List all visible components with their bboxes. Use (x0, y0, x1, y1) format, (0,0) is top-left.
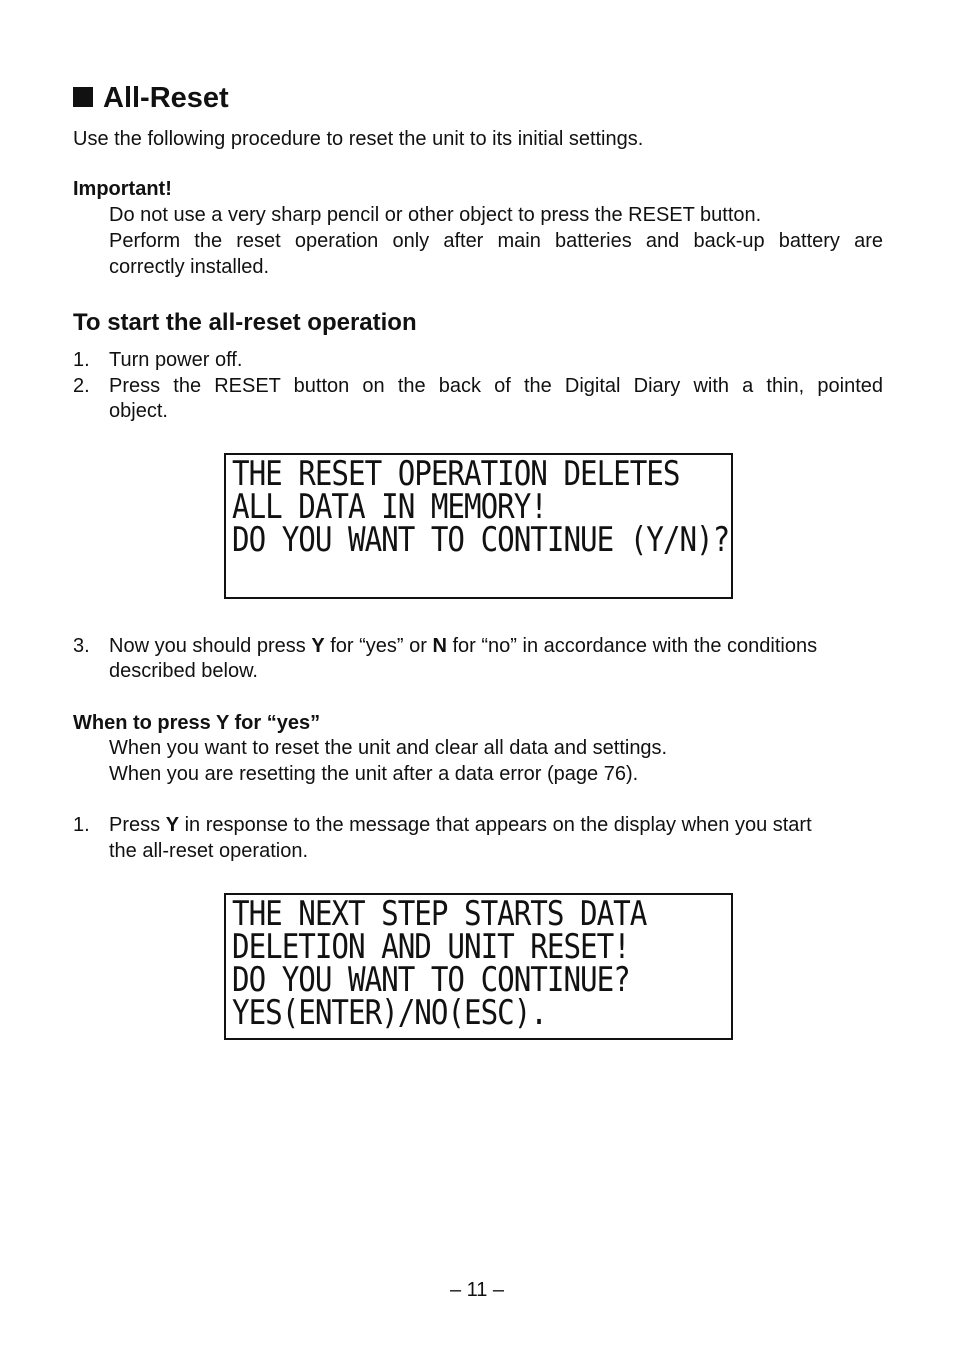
step-text: Now you should press Y for “yes” or N for “no” in accordance with the conditions (109, 635, 818, 657)
step-number: 1. (73, 349, 90, 371)
step-text: Press Y in response to the message that appears on the display when you start (109, 814, 812, 836)
step-text: Press the RESET button on the back of the Digital Diary with a thin, pointed (109, 375, 883, 397)
section-heading-start: To start the all-reset operation (73, 309, 417, 336)
lcd-line (232, 557, 661, 590)
black-square-icon (73, 87, 93, 107)
lcd-display-reset-warning (224, 453, 733, 599)
important-line-2: Perform the reset operation only after main batteries and back-up battery are (109, 230, 883, 252)
yes-heading: When to press Y for “yes” (73, 712, 321, 734)
step-text-continued: described below. (109, 660, 258, 682)
step-number: 3. (73, 635, 90, 657)
step-text-continued: object. (109, 400, 168, 422)
key-y: Y (311, 635, 325, 657)
lcd-line: YES(ENTER)/NO(ESC). (232, 993, 547, 1033)
page-title-text: All-Reset (103, 82, 229, 114)
lcd-display-confirm-reset (224, 893, 733, 1040)
step-text-continued: the all-reset operation. (109, 840, 309, 862)
intro-text: Use the following procedure to reset the unit to its initial settings. (73, 128, 644, 150)
lcd-line: DELETION AND UNIT RESET! (232, 927, 630, 967)
important-line-3: correctly installed. (109, 256, 270, 278)
page-number: – 11 – (449, 1279, 505, 1301)
page-title (73, 80, 229, 116)
important-line-1: Do not use a very sharp pencil or other object to press the RESET button. (109, 204, 762, 226)
step-number: 2. (73, 375, 90, 397)
step-text: Turn power off. (109, 349, 243, 371)
lcd-line: DO YOU WANT TO CONTINUE (Y/N)? (232, 520, 730, 560)
important-heading: Important! (73, 178, 172, 200)
yes-line-2: When you are resetting the unit after a data error (page 76). (109, 763, 639, 785)
lcd-line: THE NEXT STEP STARTS DATA (232, 894, 647, 934)
step-number: 1. (73, 814, 90, 836)
key-y: Y (165, 814, 180, 836)
key-n: N (432, 635, 447, 657)
yes-line-1: When you want to reset the unit and clear all data and settings. (109, 737, 668, 759)
lcd-line: ALL DATA IN MEMORY! (232, 487, 547, 527)
lcd-line: DO YOU WANT TO CONTINUE? (232, 960, 630, 1000)
lcd-line: THE RESET OPERATION DELETES (232, 454, 680, 494)
